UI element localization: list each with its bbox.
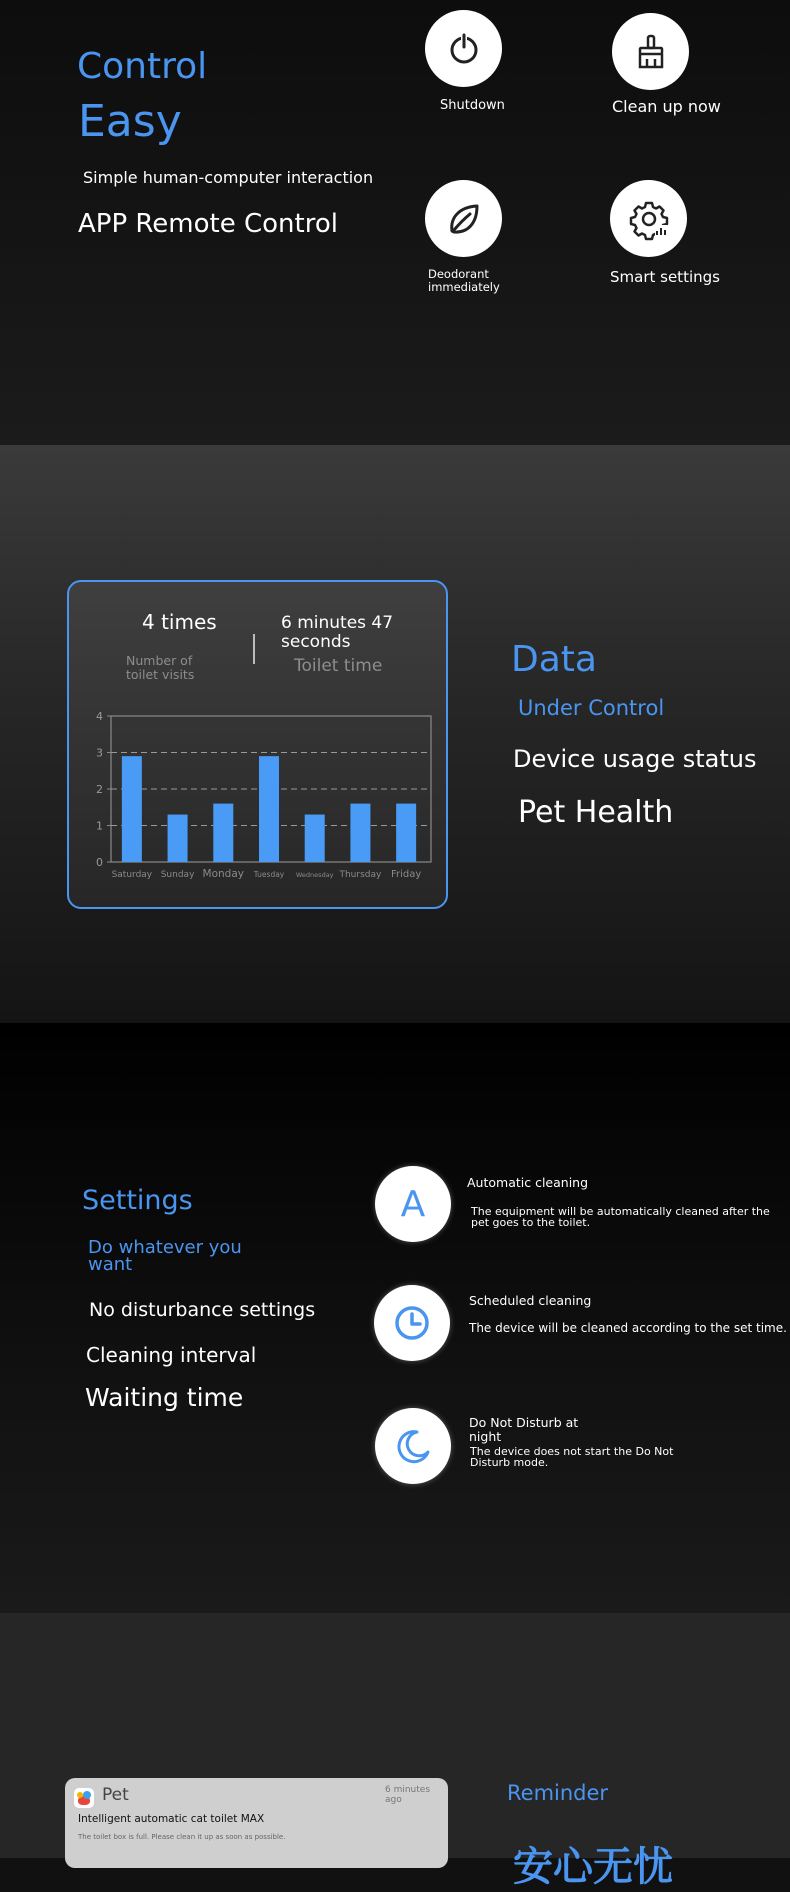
- do-not-disturb-desc: The device does not start the Do Not Disturb mode.: [470, 1445, 674, 1469]
- settings-subtitle: Do whatever you want: [88, 1237, 242, 1275]
- app-remote-control-label: APP Remote Control: [78, 209, 338, 239]
- stats-card: [67, 580, 448, 909]
- pet-app-icon: [74, 1788, 94, 1808]
- smart-settings-label: Smart settings: [610, 268, 720, 286]
- deodorant-label: Deodorant immediately: [428, 267, 500, 294]
- peace-of-mind-heading: 安心无忧: [513, 1844, 673, 1890]
- y-tick-label: 0: [96, 856, 103, 869]
- gear-icon: [629, 199, 669, 239]
- easy-title: Easy: [78, 96, 182, 147]
- data-title: Data: [511, 639, 597, 680]
- shutdown-label: Shutdown: [440, 98, 505, 113]
- chart-bar: [259, 756, 279, 862]
- x-tick-label: Friday: [390, 869, 422, 880]
- usage-bar-chart: [81, 702, 436, 892]
- deodorant-button[interactable]: [425, 180, 502, 257]
- automatic-cleaning-title: Automatic cleaning: [467, 1175, 589, 1190]
- control-section: [0, 0, 790, 445]
- chart-bar: [168, 815, 188, 862]
- settings-section: [0, 1023, 790, 1613]
- control-title: Control: [77, 46, 208, 87]
- clean-up-now-button[interactable]: [612, 13, 689, 90]
- under-control-subtitle: Under Control: [518, 696, 665, 720]
- notification-title: Intelligent automatic cat toilet MAX: [78, 1813, 265, 1825]
- do-not-disturb-title: Do Not Disturb at night: [469, 1415, 579, 1444]
- toilet-time-label: Toilet time: [294, 656, 383, 676]
- chart-bar: [396, 804, 416, 862]
- scheduled-cleaning-title: Scheduled cleaning: [469, 1293, 592, 1308]
- do-not-disturb-toggle[interactable]: [375, 1408, 451, 1484]
- chart-bar: [350, 804, 370, 862]
- chart-bar: [122, 756, 142, 862]
- x-tick-label: Tuesday: [253, 870, 285, 879]
- power-icon: [444, 29, 484, 69]
- chart-bar: [213, 804, 233, 862]
- notification-time: 6 minutes ago: [385, 1785, 431, 1805]
- notification-app-name: Pet: [102, 1785, 129, 1805]
- y-tick-label: 3: [96, 746, 103, 760]
- reminder-section: [0, 1613, 790, 1890]
- clock-icon: [392, 1303, 432, 1343]
- notification-body: The toilet box is full. Please clean it up as soon as possible.: [78, 1833, 286, 1841]
- pet-health-label: Pet Health: [518, 795, 674, 830]
- scheduled-cleaning-toggle[interactable]: [374, 1285, 450, 1361]
- no-disturbance-settings-label: No disturbance settings: [89, 1299, 316, 1321]
- waiting-time-label: Waiting time: [85, 1383, 244, 1412]
- smart-settings-button[interactable]: [610, 180, 687, 257]
- visits-value: 4 times: [142, 610, 217, 634]
- control-subtitle: Simple human-computer interaction: [83, 168, 374, 187]
- letter-a-icon: A: [400, 1183, 426, 1225]
- x-tick-label: Sunday: [160, 870, 195, 880]
- stats-divider: [253, 634, 255, 664]
- moon-icon: [393, 1426, 433, 1466]
- leaf-icon: [444, 199, 484, 239]
- y-tick-label: 1: [96, 819, 103, 833]
- data-section: [0, 445, 790, 1023]
- y-tick-label: 4: [96, 710, 103, 723]
- push-notification[interactable]: [65, 1778, 448, 1868]
- visits-label: Number of toilet visits: [126, 653, 195, 682]
- device-usage-status-label: Device usage status: [513, 745, 757, 773]
- x-tick-label: Monday: [202, 868, 245, 880]
- scheduled-cleaning-desc: The device will be cleaned according to the set time.: [469, 1321, 787, 1335]
- automatic-cleaning-desc: The equipment will be automatically cleaned after the pet goes to the toilet.: [471, 1205, 770, 1229]
- y-tick-label: 2: [96, 783, 103, 796]
- clean-up-now-label: Clean up now: [612, 97, 721, 116]
- x-tick-label: Thursday: [339, 870, 382, 880]
- reminder-title: Reminder: [507, 1781, 609, 1805]
- chart-bar: [305, 815, 325, 862]
- shutdown-button[interactable]: [425, 10, 502, 87]
- brush-icon: [631, 32, 671, 72]
- x-tick-label: Saturday: [111, 870, 153, 880]
- cleaning-interval-label: Cleaning interval: [86, 1343, 257, 1367]
- toilet-time-value: 6 minutes 47 seconds: [281, 613, 394, 652]
- automatic-cleaning-toggle[interactable]: [375, 1166, 451, 1242]
- x-tick-label: Wednesday: [295, 871, 334, 879]
- settings-title: Settings: [82, 1185, 193, 1216]
